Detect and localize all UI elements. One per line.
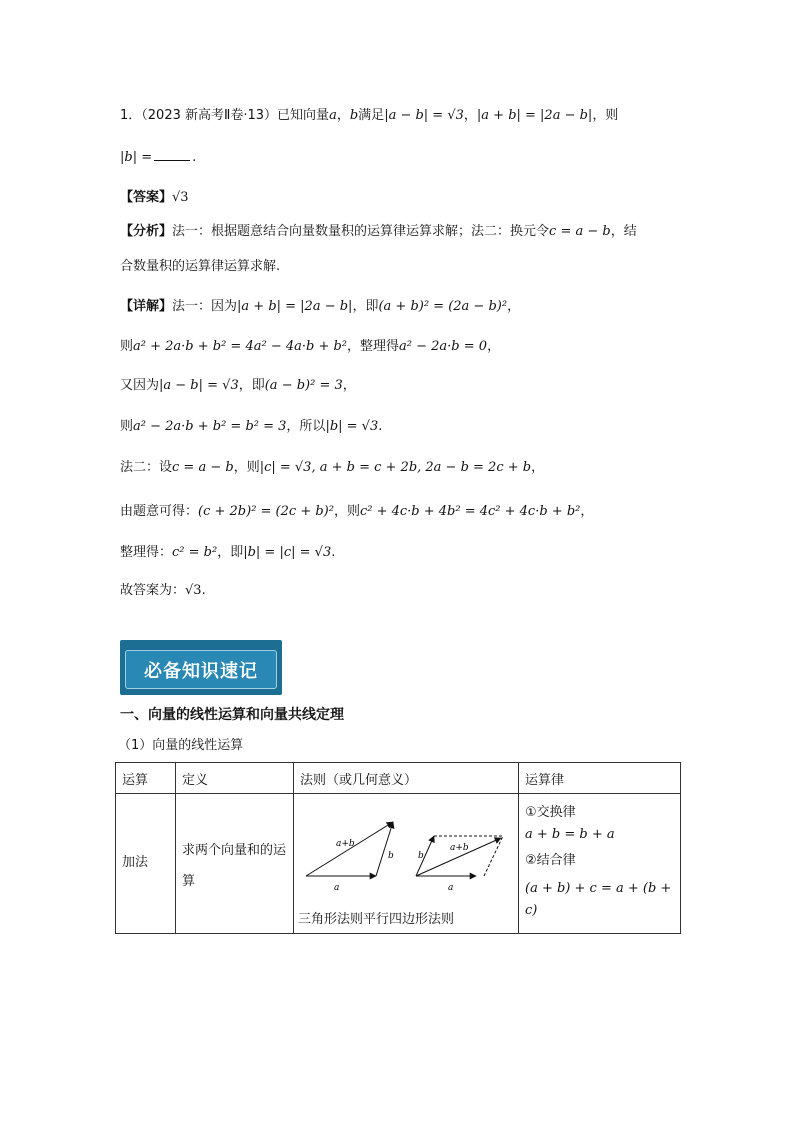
condition-1: |a − b| = √3 [384, 108, 464, 123]
banner-title: 必备知识速记 [144, 660, 258, 682]
text: 由题意可得： [120, 504, 199, 519]
text: 法一：因为 [172, 299, 238, 314]
formula: (a + b)² = (2a − b)² [378, 299, 508, 314]
banner-inner [125, 650, 277, 689]
vector-diagrams [298, 800, 508, 900]
vector-a: a [329, 108, 337, 123]
law2-formula: (a + b) + c = a + (b + c) [525, 881, 672, 918]
text: ，则 [333, 504, 360, 519]
formula: a² − 2a·b = 0 [399, 339, 488, 354]
detail-line-7 [120, 543, 335, 563]
formula: c = a − b [172, 460, 234, 475]
satisfy-text: 满足 [358, 108, 385, 123]
analysis-label: 【分析】 [120, 224, 173, 239]
text: 则 [120, 339, 134, 354]
text: ，所以 [286, 419, 326, 434]
problem-line-1 [120, 106, 618, 126]
parallelogram-rule-diagram [416, 836, 503, 893]
rule-caption: 三角形法则平行四边形法则 [298, 912, 455, 927]
op-name: 加法 [122, 855, 149, 870]
text: ，整理得 [347, 339, 400, 354]
vector-operation-table [115, 762, 681, 934]
formula: |a − b| = √3 [159, 378, 239, 393]
analysis-text-2: 合数量积的运算律运算求解. [120, 259, 281, 274]
text: 整理得： [120, 545, 173, 560]
header-cell: 法则（或几何意义） [294, 763, 519, 794]
detail-line-2 [120, 337, 500, 357]
detail-line-1 [120, 297, 520, 317]
tri-b-label: b [388, 851, 394, 861]
op-cell [116, 794, 176, 934]
detail-line-8 [120, 581, 206, 601]
formula: |a + b| = |2a − b| [237, 299, 353, 314]
law1-title: ①交换律 [525, 805, 576, 820]
answer-label: 【答案】 [120, 190, 173, 205]
section-subheading [118, 736, 243, 756]
analysis-line-2 [120, 257, 280, 277]
law-cell [519, 794, 681, 934]
answer-blank [154, 148, 190, 161]
formula: |c| = √3, a + b = c + 2b, 2a − b = 2c + b [259, 460, 532, 475]
comma: ， [336, 108, 350, 123]
text: ， [487, 339, 501, 354]
section-subheading-text: （1）向量的线性运算 [118, 738, 244, 753]
table-header-row [116, 763, 681, 794]
definition-text: 求两个向量和的运算 [182, 842, 287, 889]
header-cell: 运算 [116, 763, 176, 794]
text: 又因为 [120, 378, 160, 393]
formula: a² − 2a·b + b² = b² = 3 [133, 419, 287, 434]
problem-line-2 [120, 148, 196, 168]
formula: a² + 2a·b + b² = 4a² − 4a·b + b² [133, 339, 348, 354]
header-cell: 运算律 [519, 763, 681, 794]
detail-line-5 [120, 458, 544, 478]
problem-prefix: 1．（2023 新高考Ⅱ卷·13）已知向量 [120, 108, 330, 123]
analysis-text: 法一：根据题意结合向量数量积的运算律运算求解；法二：换元令 [172, 224, 550, 239]
detail-line-4 [120, 417, 382, 437]
analysis-text-end: ，结 [610, 224, 637, 239]
section-heading [120, 705, 344, 725]
par-a-label: a [448, 883, 454, 893]
formula: |b| = |c| = √3 [243, 545, 332, 560]
header-cell: 定义 [176, 763, 294, 794]
detail-line-6 [120, 502, 593, 522]
detail-line-3 [120, 376, 356, 396]
text: ，即 [238, 378, 265, 393]
formula: (c + 2b)² = (2c + b)² [198, 504, 334, 519]
text: ， [580, 504, 594, 519]
detail-label: 【详解】 [120, 299, 173, 314]
analysis-line-1 [120, 222, 637, 242]
law2-title: ②结合律 [525, 853, 576, 868]
text: ， [342, 378, 356, 393]
then-text: ，则 [592, 108, 619, 123]
text: ， [507, 299, 521, 314]
triangle-rule-diagram [306, 822, 394, 893]
answer-value: √3 [172, 190, 189, 205]
text: 则 [120, 419, 134, 434]
par-b-label: b [418, 851, 424, 861]
formula: c² + 4c·b + 4b² = 4c² + 4c·b + b² [359, 504, 581, 519]
rule-cell [294, 794, 519, 934]
answer-line [120, 188, 189, 208]
analysis-expr: c = a − b [549, 224, 611, 239]
comma: ， [463, 108, 477, 123]
knowledge-banner [120, 640, 282, 695]
formula: (a − b)² = 3 [264, 378, 343, 393]
text: ，即 [352, 299, 379, 314]
text: ，即 [217, 545, 244, 560]
law1-formula: a + b = b + a [525, 827, 615, 842]
text: . [201, 583, 206, 598]
par-sum-label: a+b [450, 843, 469, 853]
condition-2: |a + b| = |2a − b| [476, 108, 593, 123]
b-magnitude: |b| = [120, 150, 153, 165]
period: . [192, 150, 197, 165]
definition-cell [176, 794, 294, 934]
text: 法二：设 [120, 460, 173, 475]
section-heading-text: 一、向量的线性运算和向量共线定理 [120, 707, 344, 723]
table-row [116, 794, 681, 934]
formula: c² = b² [172, 545, 218, 560]
text: 故答案为： [120, 583, 186, 598]
text: ， [531, 460, 545, 475]
tri-a-label: a [334, 883, 340, 893]
text: . [331, 545, 336, 560]
vector-b: b [349, 108, 359, 123]
formula: √3 [185, 583, 202, 598]
formula: |b| = √3 [325, 419, 379, 434]
text: ，则 [233, 460, 260, 475]
text: . [378, 419, 383, 434]
tri-sum-label: a+b [336, 839, 355, 849]
